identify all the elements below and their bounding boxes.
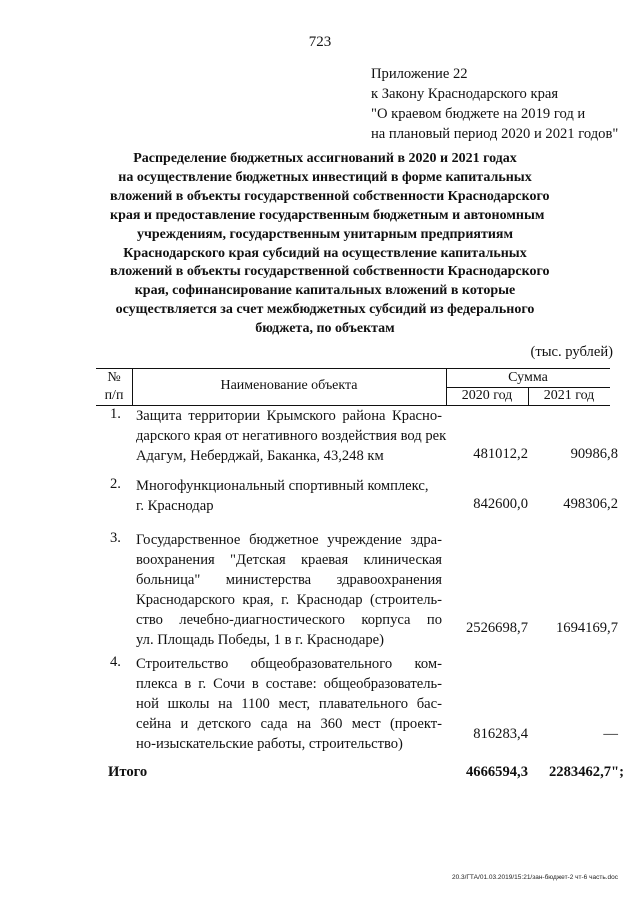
title-line: бюджета, по объектам [255,321,395,337]
file-path-footer: 20.3/ГТА/01.03.2019/15:21/зан-бюджет-2 чт-6 часть.doc [451,874,618,881]
total-2020: 4666594,3 [465,764,528,780]
value-2021: 498306,2 [563,496,618,512]
row-name-line: г. Краснодар [136,498,214,514]
appendix-line: к Закону Краснодарского края [371,86,559,102]
header-name: Наименование объекта [220,378,358,393]
total-label: Итого [108,764,148,780]
title-line: вложений в объекты государственной собственности Краснодарского [110,188,550,204]
row-name-line: Государственное бюджетное учреждение здра- [136,532,442,548]
appendix-line: "О краевом бюджете на 2019 год и [371,106,586,122]
row-number: 2. [110,476,121,492]
row-name-line: но-изыскательские работы, строительство) [136,736,403,752]
appendix-line: Приложение 22 [371,66,468,82]
title-line: учреждениям, государственным унитарным предприятиям [136,226,514,242]
row-name-line: Многофункциональный спортивный комплекс, [136,478,429,494]
title-line: Распределение бюджетных ассигнований в 2020 и 2021 годах [133,151,517,166]
document-title [110,150,550,339]
row-name [136,654,442,754]
value-2021: — [603,726,618,742]
row-name-line: Защита территории Крымского района Красно- [136,408,442,424]
value-2020: 842600,0 [473,496,528,512]
row-name [136,530,442,650]
table-header [96,368,610,406]
row-name-line: плекса в г. Сочи в составе: общеобразователь- [136,676,442,692]
row-name-line: ство лечебно-диагностического корпуса по [136,612,442,628]
row-name-line: Краснодарского края, г. Краснодар (строитель- [136,592,442,608]
row-name-line: дарского края от негативного воздействия вод рек [136,428,447,444]
header-year-2021: 2021 год [543,388,595,403]
row-number: 1. [110,406,121,422]
row-name [136,476,442,516]
row-name-line: ул. Площадь Победы, 1 в г. Краснодаре) [136,632,385,648]
units-note: (тыс. рублей) [530,344,613,360]
row-name-line: ной школы на 1100 мест, плавательного бас- [136,696,442,712]
row-number: 4. [110,654,121,670]
value-2020: 481012,2 [473,446,528,462]
title-line: Краснодарского края субсидий на осуществление капитальных [123,245,527,261]
row-name-line: Адагум, Неберджай, Баканка, 43,248 км [136,448,384,464]
page-number: 723 [308,34,332,50]
header-num-sub: п/п [104,388,124,403]
title-line: вложений в объекты государственной собственности Краснодарского [110,264,550,280]
title-line: на осуществление бюджетных инвестиций в форме капитальных [118,169,532,185]
appendix-line: на плановый период 2020 и 2021 годов" [371,126,619,142]
value-2020: 2526698,7 [465,620,528,636]
value-2021: 90986,8 [570,446,618,462]
value-2020: 816283,4 [473,726,528,742]
total-2021: 2283462,7"; [549,764,624,780]
row-name-line: Строительство общеобразовательного ком- [136,656,442,672]
row-name-line: больница" министерства здравоохранения [136,572,442,588]
header-year-2020: 2020 год [461,388,513,403]
appendix-block [371,64,618,144]
row-name-line: воохранения "Детская краевая клиническая [136,552,442,568]
title-line: осуществляется за счет межбюджетных субсидий из федерального [115,302,535,318]
row-name [136,406,447,466]
row-number: 3. [110,530,121,546]
title-line: края и предоставление государственным бюджетным и автономным [110,207,545,223]
title-line: края, софинансирование капитальных вложений в которые [134,283,516,299]
header-num: № [107,370,121,385]
value-2021: 1694169,7 [555,620,618,636]
header-sum: Сумма [508,370,548,385]
row-name-line: сейна и детского сада на 360 мест (проект- [136,716,442,732]
